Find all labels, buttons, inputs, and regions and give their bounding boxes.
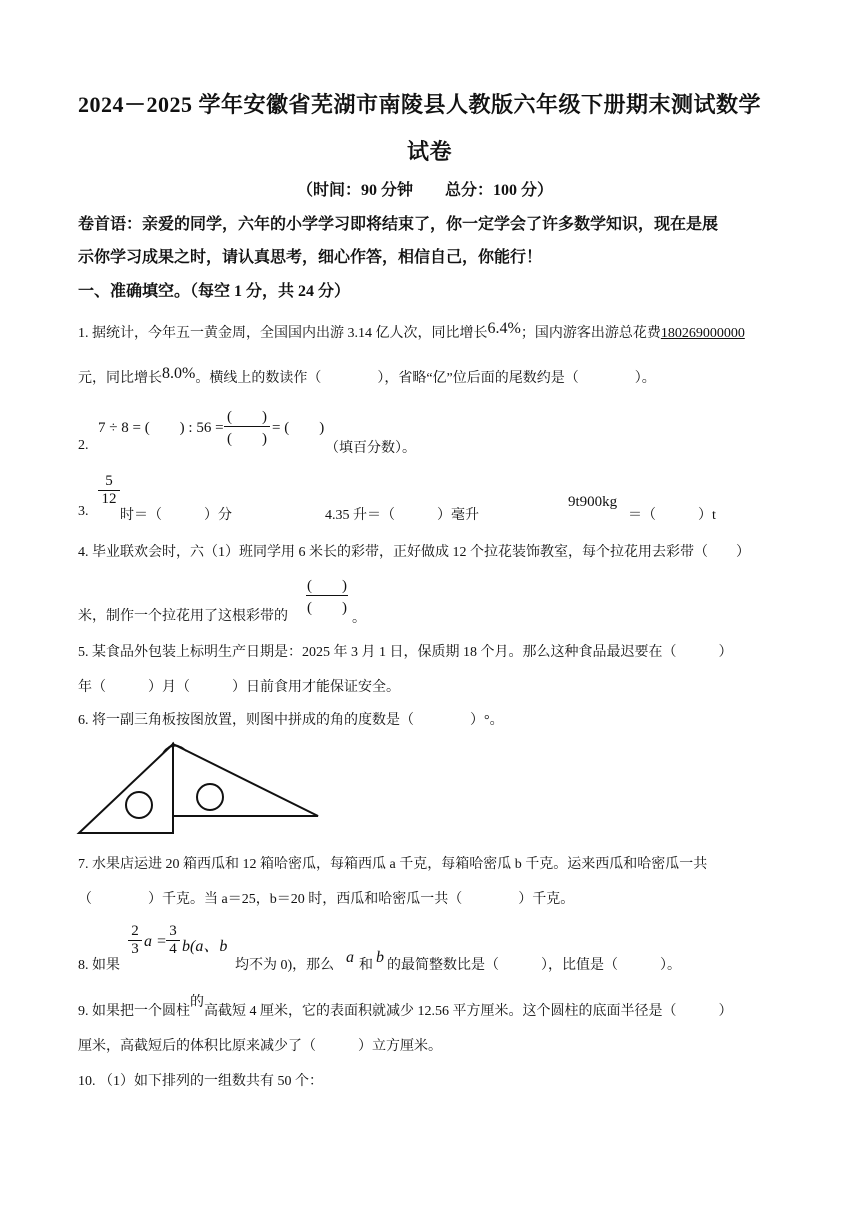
q2-fraction <box>224 405 270 448</box>
q1-underlined-number: 180269000000 <box>660 326 745 341</box>
question-1-line-2 <box>78 367 656 387</box>
q8-fraction-2 <box>166 923 180 958</box>
question-6-line-1: 6. 将一副三角板按图放置，则图中拼成的角的度数是（ ）°。 <box>78 713 504 728</box>
q3-fraction-numerator: 5 <box>105 473 113 489</box>
question-9-line-1 <box>78 995 733 1020</box>
question-10-line-1: 10. （1）如下排列的一组数共有 50 个： <box>78 1074 323 1089</box>
q8-fraction-1-numerator: 2 <box>131 923 139 939</box>
q3-fraction-denominator: 12 <box>101 491 117 507</box>
q8-variable-b: b <box>376 949 384 966</box>
question-1-line-1 <box>78 322 745 342</box>
title-line-2: 试卷 <box>407 139 453 164</box>
q8-b-expression: b(a、b <box>182 938 228 955</box>
q3-mass: 9t900kg <box>568 494 618 510</box>
q1-percent-1: 6.4% <box>487 320 521 337</box>
question-7-line-1: 7. 水果店运进 20 箱西瓜和 12 箱哈密瓜，每箱西瓜 a 千克，每箱哈密瓜 b 千克。运来西瓜和哈密瓜一共 <box>78 857 708 872</box>
q4-end: 。 <box>352 611 366 626</box>
exam-info: （时间：90 分钟 总分：100 分） <box>297 182 554 199</box>
triangle-ruler-right <box>173 744 318 816</box>
triangle-rulers-figure <box>70 735 330 845</box>
q4-fraction-denominator: ( ) <box>307 600 347 616</box>
question-7-line-2: （ ）千克。当 a＝25，b＝20 时，西瓜和哈密瓜一共（ ）千克。 <box>78 892 575 907</box>
q3-number: 3. <box>78 504 89 519</box>
q9-rest: 高截短 4 厘米，它的表面积就减少 12.56 平方厘米。这个圆柱的底面半径是（ ） <box>204 1004 733 1019</box>
triangle-ruler-left <box>79 744 173 833</box>
q3-part-2: 4.35 升＝（ ）毫升 <box>325 508 479 523</box>
q2-number: 2. <box>78 438 89 453</box>
q4-fraction-numerator: ( ) <box>307 578 347 594</box>
question-4-line-2: 米，制作一个拉花用了这根彩带的 <box>78 609 288 624</box>
q1-text-1: 1. 据统计，今年五一黄金周，全国国内出游 3.14 亿人次，同比增长 <box>78 326 488 341</box>
q8-fraction-2-denominator: 4 <box>169 941 177 957</box>
title-line-1: 2024－2025 学年安徽省芜湖市南陵县人教版六年级下册期末测试数学 <box>78 92 762 117</box>
preface-line-1: 卷首语：亲爱的同学，六年的小学学习即将结束了，你一定学会了许多数学知识，现在是展 <box>78 216 719 233</box>
q2-note: （填百分数）。 <box>325 441 416 456</box>
q1-text-4: 。横线上的数读作（ ），省略“亿”位后面的尾数约是（ ）。 <box>195 371 656 386</box>
q3-part-3: ＝（ ）t <box>628 508 716 523</box>
q8-and: 和 <box>359 958 373 973</box>
q8-rest: 的最简整数比是（ ），比值是（ ）。 <box>387 958 681 973</box>
q3-fraction <box>98 473 120 508</box>
q9-prefix: 9. 如果把一个圆柱 <box>78 1004 190 1019</box>
q8-a-equals: a = <box>144 933 167 950</box>
q3-part-1: 时＝（ ）分 <box>120 508 232 523</box>
question-4-line-1: 4. 毕业联欢会时，六（1）班同学用 6 米长的彩带，正好做成 12 个拉花装饰教室，每个拉花用去彩带（ ） <box>78 545 750 560</box>
q8-fraction-1 <box>128 923 142 958</box>
triangle-hole-left <box>126 792 152 818</box>
q8-prefix: 8. 如果 <box>78 958 120 973</box>
q8-fraction-2-numerator: 3 <box>169 923 177 939</box>
question-9-line-2: 厘米，高截短后的体积比原来减少了（ ）立方厘米。 <box>78 1039 442 1054</box>
q2-fraction-denominator: ( ) <box>227 431 267 447</box>
q1-text-2: ；国内游客出游总花费 <box>520 326 661 341</box>
q8-fraction-1-denominator: 3 <box>131 941 139 957</box>
q8-variable-a: a <box>346 949 354 966</box>
question-5-line-1: 5. 某食品外包装上标明生产日期是：2025 年 3 月 1 日，保质期 18 个月。那么这种食品最迟要在（ ） <box>78 645 733 660</box>
question-5-line-2: 年（ ）月（ ）日前食用才能保证安全。 <box>78 680 400 695</box>
q2-expression-right: = ( ) <box>272 420 325 436</box>
q4-fraction <box>306 574 348 617</box>
q2-fraction-numerator: ( ) <box>227 409 267 425</box>
preface-line-2: 示你学习成果之时，请认真思考，细心作答，相信自己，你能行！ <box>78 249 543 266</box>
triangle-hole-right <box>197 784 223 810</box>
section-1-heading: 一、准确填空。（每空 1 分，共 24 分） <box>78 283 351 300</box>
q1-text-3: 元，同比增长 <box>78 371 162 386</box>
q9-de: 的 <box>190 995 204 1010</box>
q1-percent-2: 8.0% <box>162 365 196 382</box>
q8-middle-text: 均不为 0)，那么 <box>235 958 335 973</box>
q2-expression-left: 7 ÷ 8 = ( ) : 56 = <box>98 420 224 436</box>
